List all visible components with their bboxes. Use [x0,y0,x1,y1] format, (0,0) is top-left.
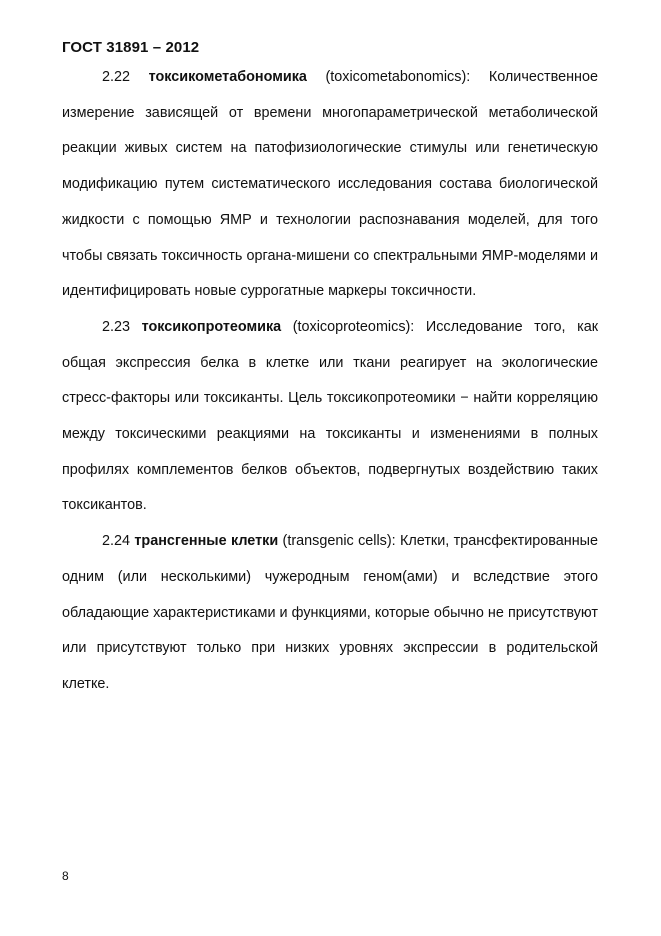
entry-definition: (toxicometabonomics): Количественное измерение зависящей от времени многопараметрической метаболической реакции живых систем на патофизиологические стимулы или генетическую модификацию путем систематического исследования состава биологической жидкости с помощью ЯМР и технологии распознавания моделей, для того чтобы связать токсичность органа-мишени со спектральными ЯМР-моделями и идентифицировать новые суррогатные маркеры токсичности. [62,69,598,300]
entry-number: 2.22 [102,69,131,85]
entry-definition: (transgenic cells): Клетки, трансфектированные одним (или несколькими) чужеродным геном(ами) и вследствие этого обладающие характеристиками и функциями, которые обычно не присутствуют или присутствуют только при низких уровнях экспрессии в родительской клетке. [62,533,599,692]
entry-term: токсикопротеомика [141,318,282,335]
page-number: 8 [62,869,69,883]
definition-entry-2-24 [62,524,598,703]
document-standard-header: ГОСТ 31891 – 2012 [62,39,200,56]
entry-number: 2.24 [102,533,131,550]
entry-number: 2.23 [102,318,131,335]
definition-entry-2-23 [62,310,598,524]
definition-entry-2-22 [62,60,598,310]
entry-definition: (toxicoproteomics): Исследование того, как общая экспрессия белка в клетке или ткани реагирует на экологические стресс-факторы или токсиканты. Цель токсикопротеомики − найти корреляцию между токсическими реакциями на токсиканты и изменениями в полных профилях комплементов белков объектов, подвергнутых воздействию таких токсикантов. [62,318,598,514]
entry-term: трансгенные клетки [134,533,279,550]
entry-term: токсикометабономика [148,69,307,85]
document-body [62,60,598,703]
